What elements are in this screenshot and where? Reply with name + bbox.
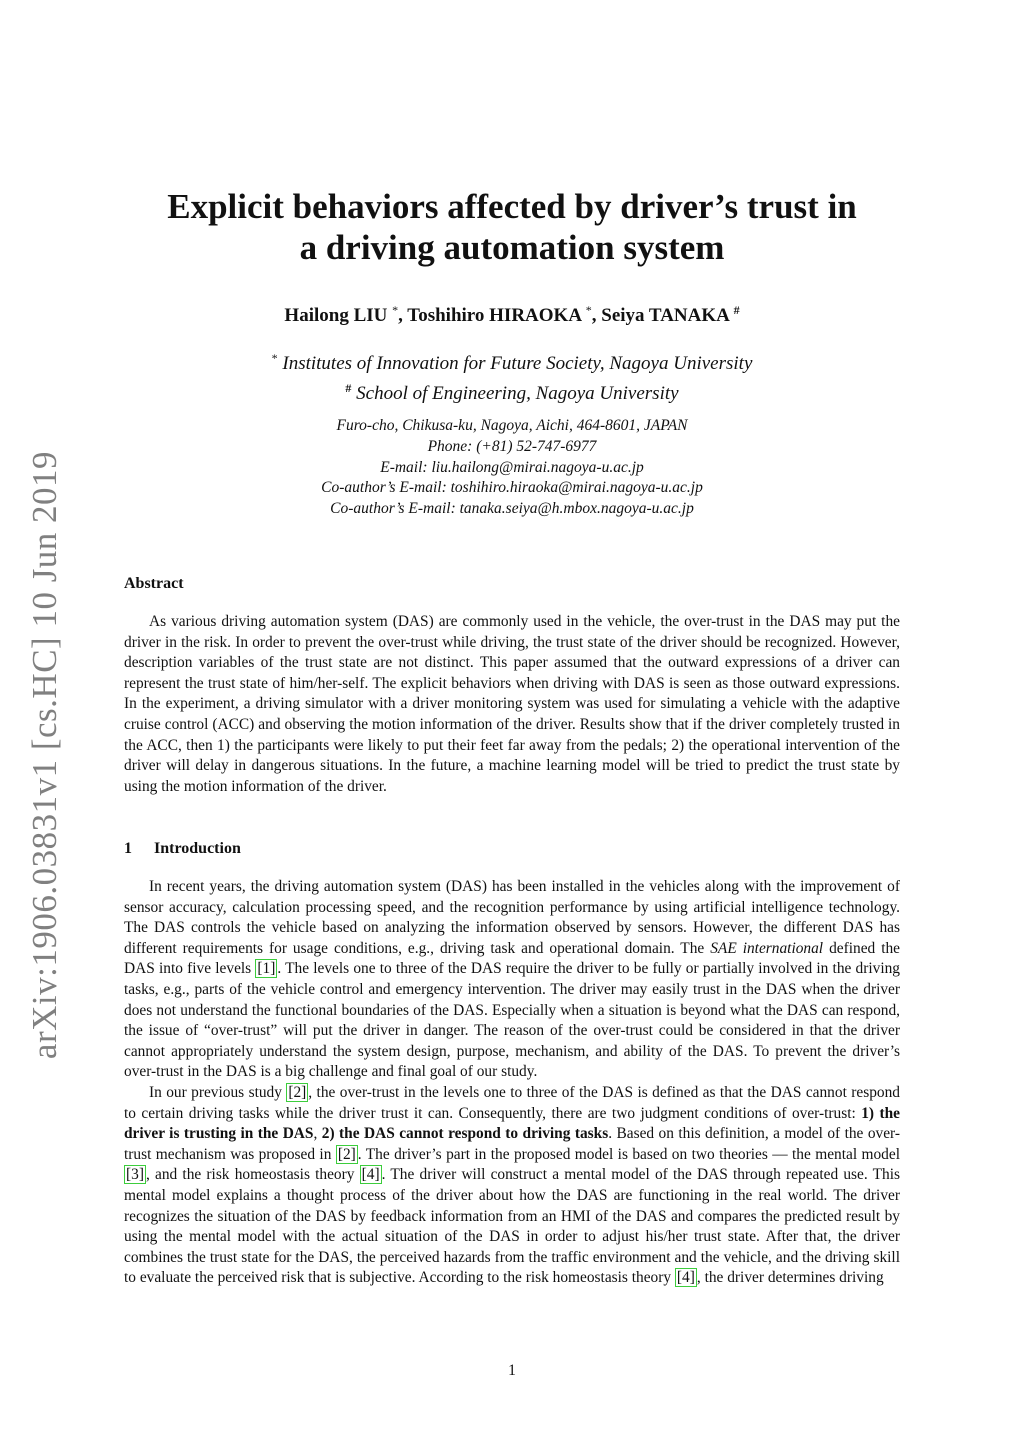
author-mark: # <box>733 303 740 317</box>
email: E-mail: liu.hailong@mirai.nagoya-u.ac.jp <box>380 458 644 476</box>
author-name: Hailong LIU <box>284 305 388 326</box>
citation-link[interactable]: [4] <box>361 1166 380 1184</box>
affiliation-2 <box>0 376 1024 406</box>
affiliation-mark: # <box>345 381 352 395</box>
arxiv-id: arXiv:1906.03831v1 [cs.HC] 10 Jun 2019 <box>25 450 64 1060</box>
author-mark: * <box>585 303 592 317</box>
abstract-paragraph: As various driving automation system (DAS) are commonly used in the vehicle, the over-trust in the DAS may put the driver in the risk. In order to prevent the over-trust while driving, the trust state of the driver should be recognized. However, description variables of the trust state are not distinct. This paper assumed that the outward expressions of a driver can represent the trust state of him/her-self. The explicit behaviors when driving with DAS is seen as those outward expressions. In the experiment, a driving simulator with a driver monitoring system was used for simulating a vehicle with the adaptive cruise control (ACC) and observing the motion information of the driver. Results show that if the driver completely trusted in the ACC, then 1) the participants were likely to put their feet far away from the pedals; 2) the operational intervention of the driver will delay in dangerous situations. In the future, a machine learning model will be tried to predict the trust state by using the motion information of the driver. <box>124 613 900 795</box>
section-number: 1 <box>124 840 132 857</box>
affiliation-mark: * <box>271 351 278 365</box>
citation-link[interactable]: [2] <box>288 1083 307 1101</box>
paper-title <box>0 186 1024 268</box>
intro-paragraph-1: In recent years, the driving automation system (DAS) has been installed in the vehicles along with the improvement of sensor accuracy, calculation processing speed, and the recognition performance by using artificial intelligence technology. The DAS controls the vehicle based on analyzing the information observed by sensors. However, the different DAS has different requirements for usage conditions, e.g., driving task and operational domain. The SAE international defined the DAS into five levels [1] . The levels one to three of the DAS require the driver to be fully or partially involved in the driving tasks, e.g., parts of the vehicle control and emergency intervention. The driver may easily trust in the DAS when the driver does not understand the functional boundaries of the DAS. Especially when a situation is beyond what the DAS can respond, the issue of “over-trust” will put the driver in danger. The reason of the over-trust could be considered in that the driver cannot appropriately understand the system design, purpose, mechanism, and ability of the DAS. To prevent the driver’s over-trust in the DAS is a big challenge and final goal of our study. <box>124 878 901 1081</box>
section-heading <box>124 840 241 858</box>
affiliations <box>0 346 1024 406</box>
affiliation-1 <box>0 346 1024 376</box>
page-number: 1 <box>508 1362 516 1379</box>
introduction-body <box>124 877 900 1289</box>
citation-link[interactable]: [2] <box>337 1145 356 1163</box>
citation-link[interactable]: [3] <box>126 1166 144 1184</box>
author-list: Hailong LIU *, Toshihiro HIRAOKA *, Seiya TANAKA # <box>284 303 740 326</box>
coauthor-email: Co-author’s E-mail: tanaka.seiya@h.mbox.nagoya-u.ac.jp <box>330 500 694 518</box>
coauthor-email: Co-author’s E-mail: toshihiro.hiraoka@mirai.nagoya-u.ac.jp <box>321 479 703 497</box>
address: Furo-cho, Chikusa-ku, Nagoya, Aichi, 464-8601, JAPAN <box>336 417 688 434</box>
citation-link[interactable]: [1] <box>257 960 276 978</box>
abstract-heading: Abstract <box>124 575 184 592</box>
phone: Phone: (+81) 52-747-6977 <box>427 437 597 455</box>
citation-link[interactable]: [4] <box>676 1269 695 1287</box>
arxiv-stamp <box>0 450 90 1060</box>
author-name: Toshihiro HIRAOKA <box>407 305 581 326</box>
abstract-body <box>124 612 900 797</box>
contact-block <box>0 416 1024 520</box>
affiliation-text: Institutes of Innovation for Future Society, Nagoya University <box>282 353 753 374</box>
author-name: Seiya TANAKA <box>601 305 729 326</box>
intro-paragraph-2: In our previous study [2] , the over-trust in the levels one to three of the DAS is defined as that the DAS cannot respond to certain driving tasks while the driver trust it can. Consequently, there are two judgment conditions of over-trust: 1) the driver is trusting in the DAS, 2) the DAS cannot respond to driving tasks. Based on this definition, a model of the over-trust mechanism was proposed in [2] . The driver’s part in the proposed model is based on two theories — the mental model [3] , and the risk homeostasis theory [4] . The driver will construct a mental model of the DAS through repeated use. This mental model explains a thought process of the driver about how the DAS are functioning in the real world. The driver recognizes the situation of the DAS by feedback information from an HMI of the DAS and compares the predicted result by using the mental model with the actual situation of the DAS in order to adjust his/her trust state. After that, the driver combines the trust state for the DAS, the perceived hazards from the traffic environment and the vehicle, and the driving skill to evaluate the perceived risk that is subjective. According to the risk homeostasis theory [4] , the driver determines driving <box>124 1083 900 1287</box>
author-mark: * <box>392 303 399 317</box>
title-line-2: a driving automation system <box>299 228 725 267</box>
section-title: Introduction <box>154 840 241 857</box>
affiliation-text: School of Engineering, Nagoya University <box>356 383 679 404</box>
title-line-1: Explicit behaviors affected by driver’s trust in <box>167 187 857 226</box>
